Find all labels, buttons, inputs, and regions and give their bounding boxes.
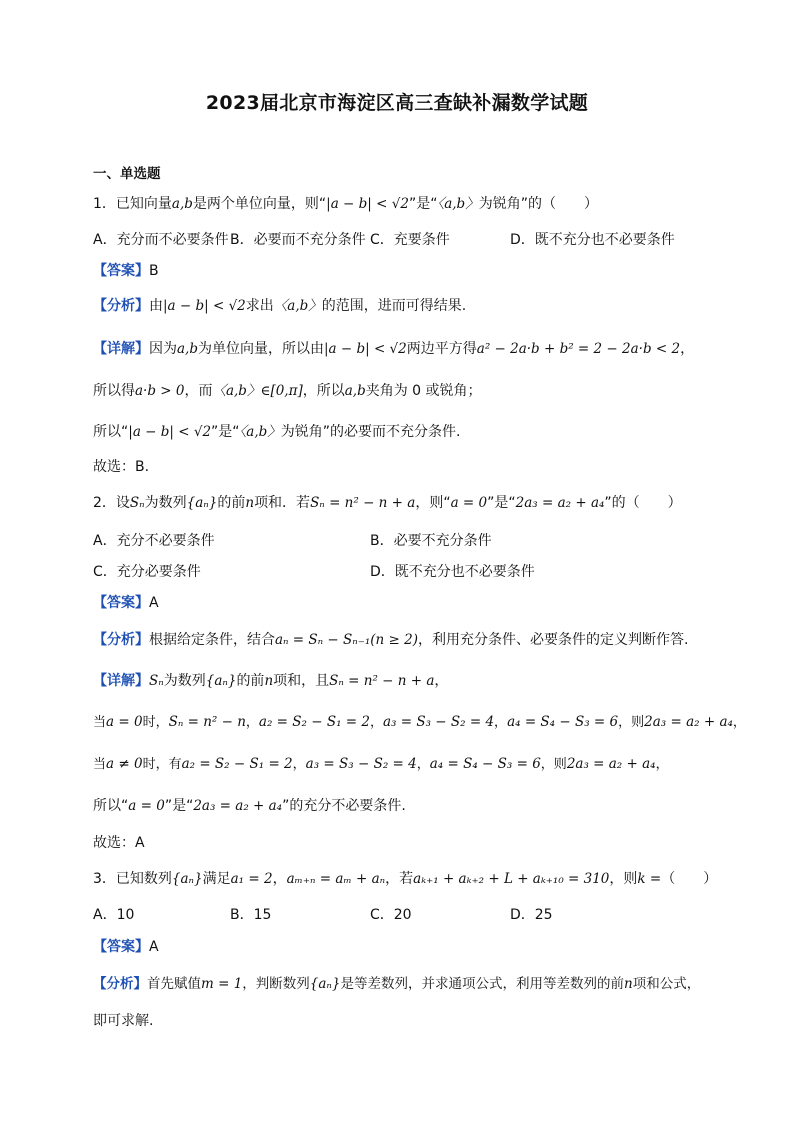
conclusion-2: 故选：A xyxy=(93,835,145,851)
analysis-3: 【分析】首先赋值m = 1，判断数列{aₙ}是等差数列，并求通项公式，利用等差数列的前n项和公式， xyxy=(93,976,701,992)
option-c: C．20 xyxy=(370,907,412,923)
answer-3: 【答案】A xyxy=(93,939,159,955)
analysis-1: 【分析】由|a − b| < √2求出〈a,b〉的范围，进而可得结果. xyxy=(93,298,467,314)
question-2: 2．设Sₙ为数列{aₙ}的前n项和．若Sₙ = n² − n + a，则“a = 0”是“2a₃ = a₂ + a₄”的（ ） xyxy=(93,495,682,511)
option-a: A．充分而不必要条件 xyxy=(93,232,229,248)
option-d: D．25 xyxy=(510,907,553,923)
answer-1: 【答案】B xyxy=(93,263,159,279)
detail-2-line-4: 所以“a = 0”是“2a₃ = a₂ + a₄”的充分不必要条件. xyxy=(93,798,406,814)
detail-1-line-1: 【详解】因为a,b为单位向量，所以由|a − b| < √2两边平方得a² − 2a·b + b² = 2 − 2a·b < 2， xyxy=(93,341,695,357)
section-heading: 一、单选题 xyxy=(93,166,161,182)
option-d: D．既不充分也不必要条件 xyxy=(510,232,675,248)
option-d: D．既不充分也不必要条件 xyxy=(370,564,535,580)
question-3: 3．已知数列{aₙ}满足a₁ = 2，aₘ₊ₙ = aₘ + aₙ，若aₖ₊₁ + aₖ₊₂ + L + aₖ₊₁₀ = 310，则k =（ ） xyxy=(93,871,718,887)
detail-1-line-2: 所以得a·b > 0，而〈a,b〉∈[0,π]，所以a,b夹角为 0 或锐角； xyxy=(93,383,482,399)
page-title: 2023届北京市海淀区高三查缺补漏数学试题 xyxy=(205,92,589,114)
analysis-3-cont: 即可求解. xyxy=(93,1013,154,1029)
option-b: B．必要不充分条件 xyxy=(370,533,492,549)
conclusion-1: 故选：B. xyxy=(93,459,150,475)
analysis-2: 【分析】根据给定条件，结合aₙ = Sₙ − Sₙ₋₁(n ≥ 2)，利用充分条件、必要条件的定义判断作答. xyxy=(93,632,689,648)
detail-1-line-3: 所以“|a − b| < √2”是“〈a,b〉为锐角”的必要而不充分条件. xyxy=(93,424,461,440)
option-c: C．充分必要条件 xyxy=(93,564,201,580)
option-a: A．充分不必要条件 xyxy=(93,533,215,549)
option-a: A．10 xyxy=(93,907,135,923)
detail-2-line-2: 当a = 0时，Sₙ = n² − n，a₂ = S₂ − S₁ = 2，a₃ = S₃ − S₂ = 4，a₄ = S₄ − S₃ = 6，则2a₃ = a₂ + a₄， xyxy=(93,714,746,730)
option-c: C．充要条件 xyxy=(370,232,450,248)
answer-2: 【答案】A xyxy=(93,595,159,611)
detail-2-line-3: 当a ≠ 0时，有a₂ = S₂ − S₁ = 2，a₃ = S₃ − S₂ = 4，a₄ = S₄ − S₃ = 6，则2a₃ = a₂ + a₄， xyxy=(93,756,669,772)
option-b: B．必要而不充分条件 xyxy=(230,232,366,248)
detail-2-line-1: 【详解】Sₙ为数列{aₙ}的前n项和，且Sₙ = n² − n + a， xyxy=(93,673,449,689)
question-1: 1．已知向量a,b是两个单位向量，则“|a − b| < √2”是“〈a,b〉为锐角”的（ ） xyxy=(93,196,598,212)
option-b: B．15 xyxy=(230,907,272,923)
